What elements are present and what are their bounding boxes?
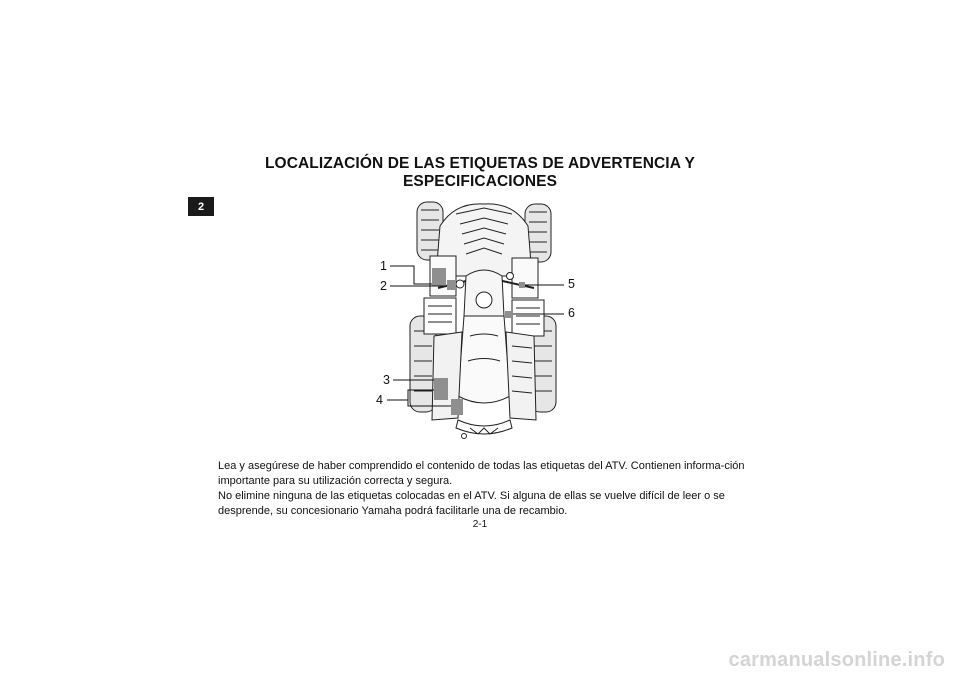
label-5-patch [519,282,525,288]
callout-2: 2 [380,279,387,293]
page-title [218,155,742,191]
page-title-line-1: LOCALIZACIÓN DE LAS ETIQUETAS DE ADVERTENCIA Y [264,155,695,172]
chapter-tab: 2 [188,197,214,216]
body-paragraph-1: Lea y asegúrese de haber comprendido el contenido de todas las etiquetas del ATV. Contienen informa-ción importante para su utilización correcta y segura. [218,460,745,487]
body-text [218,459,748,519]
left-footrest [424,298,456,334]
atv-label-diagram [360,196,590,448]
callout-4: 4 [376,393,383,407]
right-footrest [512,300,544,336]
callout-1: 1 [380,259,387,273]
body-paragraph-2: No elimine ninguna de las etiquetas colocadas en el ATV. Si alguna de ellas se vuelve difícil de leer o se desprende, su concesionario Yamaha podrá facilitarle una de recambio. [218,490,725,517]
rear-grab-bar [456,420,512,434]
page-title-line-2: ESPECIFICACIONES [402,173,558,190]
callout-1-leader [390,266,432,284]
label-3-patch [434,378,448,400]
label-6-patch [505,311,513,318]
seat [458,316,510,403]
label-2-patch [447,280,456,290]
callout-5: 5 [568,277,575,291]
label-4-patch [451,399,463,415]
callout-3: 3 [383,373,390,387]
watermark: carmanualsonline.info [728,649,945,671]
callout-6: 6 [568,306,575,320]
label-1-patch [432,268,446,286]
page-number: 2-1 [472,519,488,530]
rear-right-fender [506,332,536,420]
